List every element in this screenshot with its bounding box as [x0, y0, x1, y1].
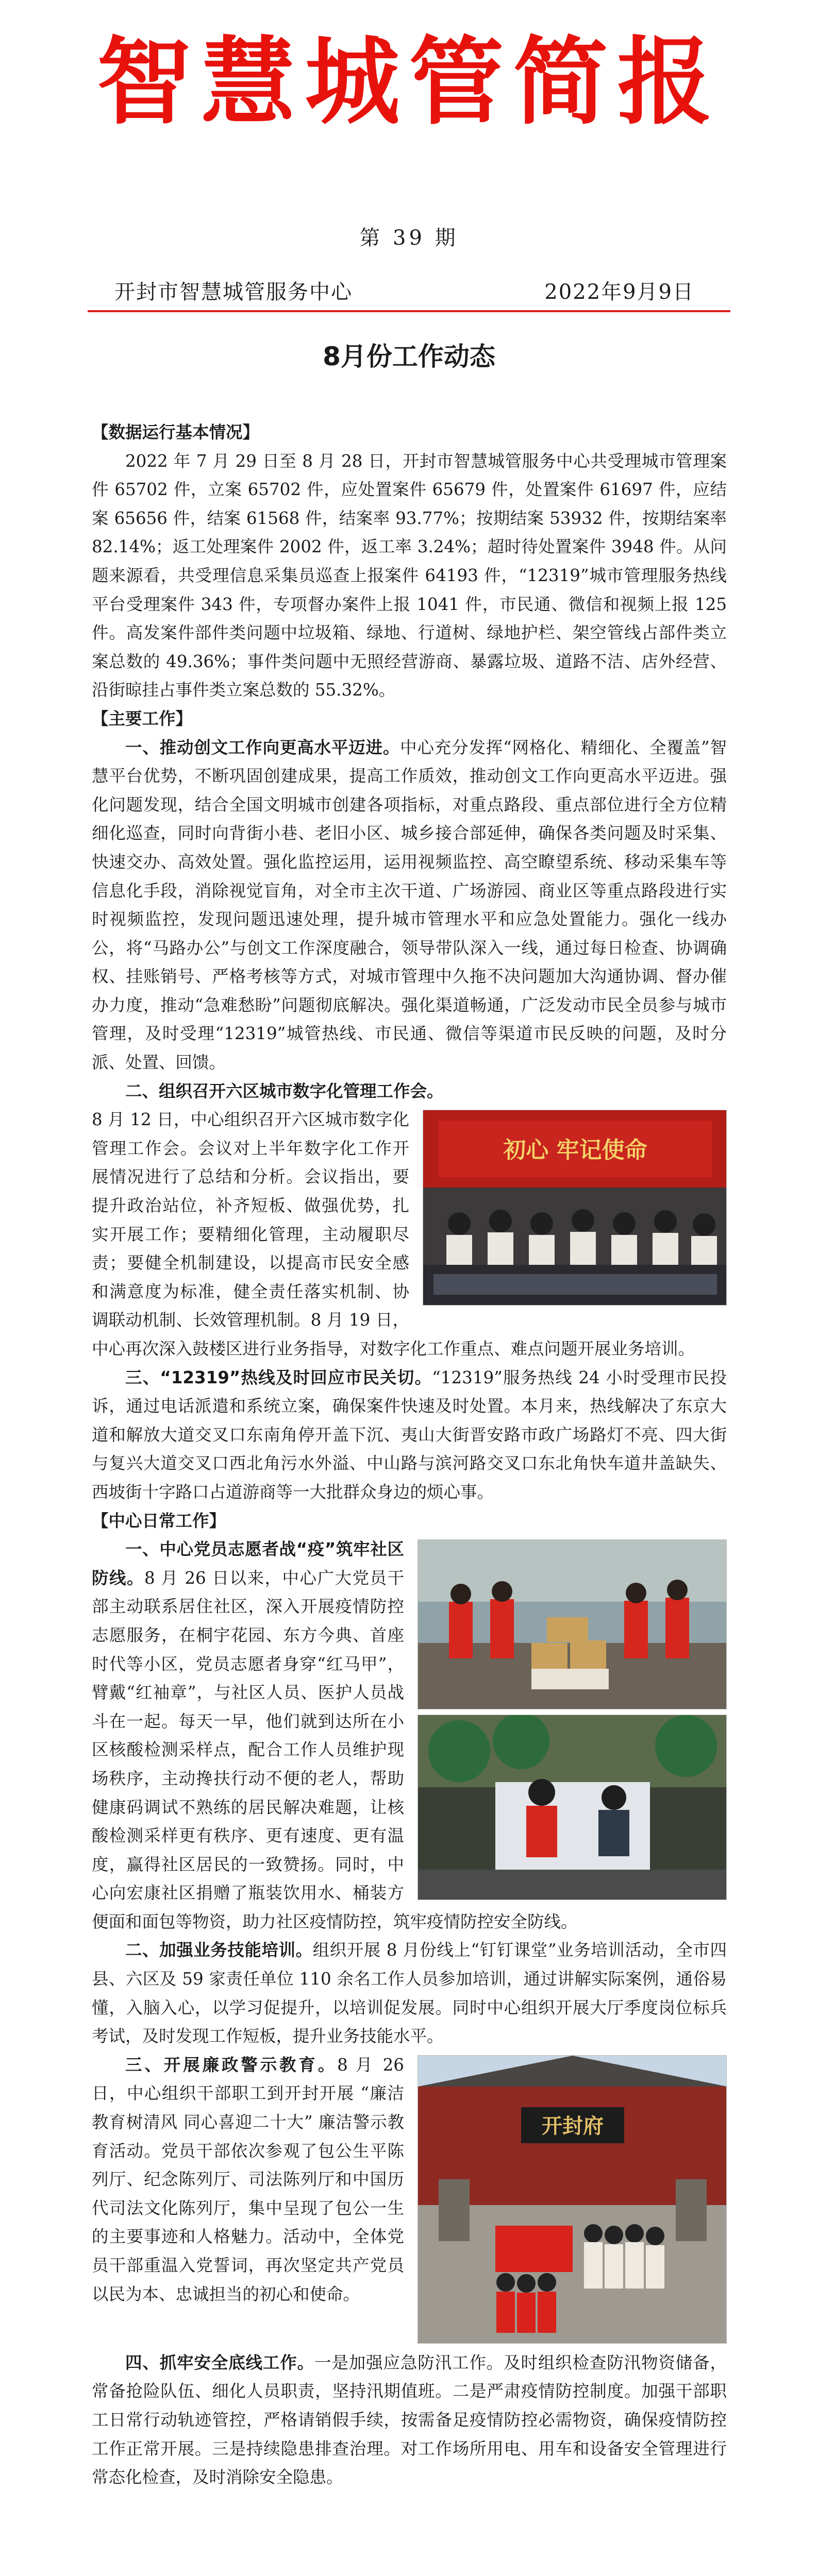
section-heading-main: 【主要工作】 — [92, 708, 193, 728]
work-2-lead: 二、组织召开六区城市数字化管理工作会。 — [125, 1081, 444, 1101]
section-heading-data: 【数据运行基本情况】 — [92, 422, 260, 442]
volunteer-photo-1 — [418, 1539, 727, 1709]
center-2-lead: 二、加强业务技能培训。 — [125, 1940, 313, 1960]
meeting-banner-text: 初心 牢记使命 — [503, 1137, 647, 1164]
center-1-text: 8 月 26 日以来，中心广大党员干部主动联系居住社区，深入开展疫情防控志愿服务，在桐宇花园、东方今典、首座时代等小区，党员志愿者身穿“红马甲”，臂戴“红袖章”，与社区人员、医护人员战斗在一起。每天一早，他们就到达所在小区核酸检测采样点，配合工作人员维护现场秩序，主动搀扶行动不便的老人，帮助健康码调试不熟练的居民解决难题，让核酸检测采样更有秩序、更有速度、更有温度，赢得社区居民的一致赞扬。同时，中心向宏康社区捐赠了瓶装饮用水、桶装方便面和面包等物资，助力社区疫情防控，筑牢疫情防控安全防线。 — [92, 1568, 578, 1931]
paragraph-work-3 — [92, 1364, 727, 1507]
palace-plaque-text: 开封府 — [542, 2114, 604, 2138]
article-body — [92, 418, 727, 2492]
center-1-block — [92, 1535, 727, 1936]
center-1-lead: 一、中心党员志愿者战“疫”筑牢社区防线。 — [92, 1539, 404, 1588]
paragraph-center-4 — [92, 2349, 727, 2492]
issue-number: 第 39 期 — [359, 226, 459, 250]
work-2-text: 8 月 12 日，中心组织召开六区城市数字化管理工作会。会议对上半年数字化工作开展情况进行了总结和分析。会议指出，要提升政治站位，补齐短板、做强优势，扎实开展工作；要精细化管理，主动履职尽责；要健全机制建设，以提高市民安全感和满意度为标准，健全责任落实机制、协调联动机制、长效管理机制。8 月 19 日，中心再次深入鼓楼区进行业务指导，对数字化工作重点、难点问题开展业务培训。 — [92, 1110, 695, 1359]
header-divider — [88, 310, 730, 312]
center-3-text: 8 月 26 日，中心组织干部职工到开封开展 “廉洁教育树清风 同心喜迎二十大” 廉洁警示教育活动。党员干部依次参观了包公生平陈列厅、纪念陈列厅、司法陈列厅和中国历代司法文化陈列厅，集中呈现了包公一生的主要事迹和人格魅力。活动中，全体党员干部重温入党誓词，再次坚定共产党员以民为本、忠诚担当的初心和使命。 — [92, 2055, 404, 2304]
publish-date: 2022年9月9日 — [544, 280, 694, 304]
work-3-lead: 三、“12319”热线及时回应市民关切。 — [125, 1367, 432, 1387]
center-3-block — [92, 2051, 727, 2349]
center-4-lead: 四、抓牢安全底线工作。 — [125, 2352, 315, 2372]
section-heading-center: 【中心日常工作】 — [92, 1511, 226, 1531]
paragraph-stats: 2022 年 7 月 29 日至 8 月 28 日，开封市智慧城管服务中心共受理城市管理案件 65702 件，立案 65702 件，应处置案件 65679 件，处置案件 61697 件，应结案 65656 件，结案 61568 件，结案率 93.77%；按期结案 53932 件，按期结案率 82.14%；返工处理案件 2002 件，返工率 3.24%；超时待处置案件 3948 件。从问题来源看，共受理信息采集员巡查上报案件 64193 件，“12319”城市管理服务热线平台受理案件 343 件，专项督办案件上报 1041 件，市民通、微信和视频上报 125 件。高发案件部件类问题中垃圾箱、绿地、行道树、绿地护栏、架空管线占部件类立案总数的 49.36%；事件类问题中无照经营游商、暴露垃圾、道路不洁、店外经营、沿街晾挂占事件类立案总数的 55.32%。 — [92, 451, 727, 700]
meeting-photo — [423, 1110, 727, 1306]
center-4-text: 一是加强应急防汛工作。及时组织检查防汛物资储备，常备抢险队伍、细化人员职责，坚持汛期值班。二是严肃疫情防控制度。加强干部职工日常行动轨迹管控，严格请销假手续，按需备足疫情防控必需物资，确保疫情防控工作正常开展。三是持续隐患排查治理。对工作场所用电、用车和设备安全管理进行常态化检查，及时消除安全隐患。 — [92, 2352, 727, 2487]
paragraph-center-2 — [92, 1936, 727, 2050]
work-3-text: “12319”服务热线 24 小时受理市民投诉，通过电话派遣和系统立案，确保案件快速及时处置。本月来，热线解决了东京大道和解放大道交叉口东南角停开盖下沉、夷山大街晋安路市政广场路灯不亮、四大街与复兴大道交叉口西北角污水外溢、中山路与滨河路交叉口东北角快车道井盖缺失、西坡街十字路口占道游商等一大批群众身边的烦心事。 — [92, 1367, 727, 1502]
center-3-lead: 三、开展廉政警示教育。 — [125, 2055, 338, 2075]
education-photo — [418, 2055, 727, 2344]
masthead — [0, 21, 818, 144]
volunteer-photo-2 — [418, 1715, 727, 1900]
work-2-block — [92, 1077, 727, 1364]
paragraph-work-2-lead — [92, 1077, 727, 1106]
publisher: 开封市智慧城管服务中心 — [114, 280, 353, 304]
volunteer-photos — [418, 1539, 727, 1900]
work-1-text: 中心充分发挥“网格化、精细化、全覆盖”智慧平台优势，不断巩固创建成果，提高工作质效，推动创文工作向更高水平迈进。强化问题发现，结合全国文明城市创建各项指标，对重点路段、重点部位进行全方位精细化巡查，同时向背街小巷、老旧小区、城乡接合部延伸，确保各类问题及时采集、快速交办、高效处置。强化监控运用，运用视频监控、高空瞭望系统、移动采集车等信息化手段，消除视觉盲角，对全市主次干道、广场游园、商业区等重点路段进行实时视频监控，发现问题迅速处理，提升城市管理水平和应急处置能力。强化一线办公，将“马路办公”与创文工作深度融合，领导带队深入一线，通过每日检查、协调确权、挂账销号、严格考核等方式，对城市管理中久拖不决问题加大沟通协调、督办催办力度，推动“急难愁盼”问题彻底解决。强化渠道畅通，广泛发动市民全员参与城市管理，及时受理“12319”城管热线、市民通、微信等渠道市民反映的问题，及时分派、处置、回馈。 — [92, 737, 727, 1073]
paragraph-work-1 — [92, 734, 727, 1077]
masthead-title: 智慧城管简报 — [96, 27, 722, 138]
center-2-text: 组织开展 8 月份线上“钉钉课堂”业务培训活动，全市四县、六区及 59 家责任单位 110 余名工作人员参加培训，通过讲解实际案例，通俗易懂，入脑入心，以学习促提升，以培训促发展。同时中心组织开展大厅季度岗位标兵考试，及时发现工作短板，提升业务技能水平。 — [92, 1940, 727, 2046]
work-1-lead: 一、推动创文工作向更高水平迈进。 — [125, 737, 400, 757]
document-title: 8月份工作动态 — [323, 342, 495, 371]
